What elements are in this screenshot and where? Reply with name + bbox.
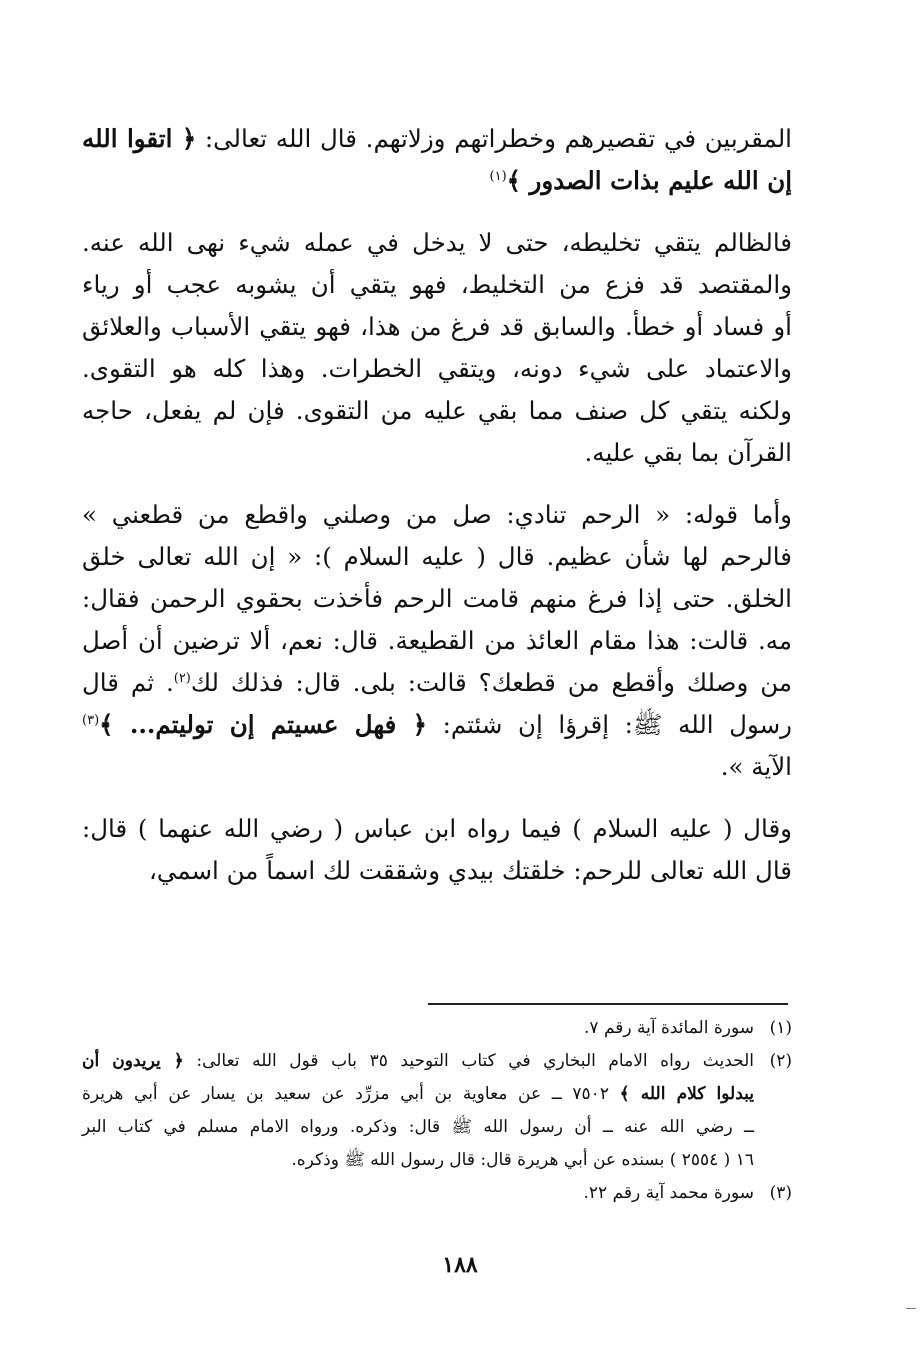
text-run: القرآن بما بقي عليه. bbox=[584, 438, 792, 467]
text-line bbox=[82, 808, 792, 850]
text-run: أو فساد أو خطأ. والسابق قد فرغ من هذا، فهو يتقي الأسباب والعلائق bbox=[82, 312, 792, 341]
text-line bbox=[82, 620, 792, 662]
text-run: سورة محمد آية رقم ٢٢. bbox=[583, 1183, 754, 1203]
paragraph bbox=[82, 118, 792, 202]
text-line bbox=[82, 306, 792, 348]
text-run: والمقتصد قد فزع من التخليط، فهو يتقي أن يشوبه عجب أو رياء bbox=[82, 270, 792, 299]
text-run: ــ رضي الله عنه ــ أن رسول الله ﷺ قال: وذكره. ورواه الامام مسلم في كتاب البر bbox=[82, 1117, 754, 1137]
footnotes bbox=[82, 1012, 792, 1210]
text-run: فالظالم يتقي تخليطه، حتى لا يدخل في عمله شيء نهى الله عنه. bbox=[82, 228, 792, 257]
footnote bbox=[82, 1012, 792, 1045]
text-run: مه. قالت: هذا مقام العائذ من القطيعة. قال: نعم، ألا ترضين أن أصل bbox=[82, 626, 792, 655]
footnote-divider bbox=[428, 1003, 788, 1005]
text-line bbox=[82, 704, 792, 746]
text-line bbox=[82, 264, 792, 306]
text-line bbox=[82, 222, 792, 264]
footnote-number: (١) bbox=[769, 1018, 792, 1038]
footnote-ref: (٣) bbox=[82, 712, 100, 728]
text-line bbox=[82, 662, 792, 704]
text-run: الحديث رواه الامام البخاري في كتاب التوحيد ٣٥ باب قول الله تعالى: bbox=[183, 1051, 755, 1071]
text-run: وقال ( عليه السلام ) فيما رواه ابن عباس ( رضي الله عنهما ) قال: bbox=[82, 814, 792, 843]
footnote-line bbox=[82, 1078, 754, 1111]
footnote-text bbox=[82, 1045, 754, 1177]
footnote-number: (٢) bbox=[769, 1051, 792, 1071]
text-run: من وصلك وأقطع من قطعك؟ قالت: بلى. قال: فذلك لك bbox=[190, 668, 792, 697]
text-line bbox=[82, 850, 792, 892]
text-run: وأما قوله: « الرحم تنادي: صل من وصلني واقطع من قطعني » bbox=[82, 500, 792, 529]
text-run: قال الله تعالى للرحم: خلقتك بيدي وشققت لك اسماً من اسمي، bbox=[149, 856, 792, 885]
footnote-line bbox=[82, 1144, 754, 1177]
scan-edge-mark bbox=[906, 1308, 916, 1309]
paragraph bbox=[82, 808, 792, 892]
text-run: فالرحم لها شأن عظيم. قال ( عليه السلام ): « إن الله تعالى خلق bbox=[82, 542, 792, 571]
text-line bbox=[82, 746, 792, 788]
text-run: الخلق. حتى إذا فرغ منهم قامت الرحم فأخذت بحقوي الرحمن فقال: bbox=[82, 584, 792, 613]
footnote bbox=[82, 1045, 792, 1177]
footnote-text bbox=[82, 1177, 754, 1210]
page-number: ١٨٨ bbox=[442, 1252, 478, 1278]
text-line bbox=[82, 390, 792, 432]
footnote-line bbox=[82, 1045, 754, 1078]
footnote-ref: (١) bbox=[489, 168, 507, 184]
quran-quote: إن الله عليم بذات الصدور ﴾ bbox=[506, 166, 792, 195]
footnote-ref: (٢) bbox=[173, 670, 191, 686]
text-line bbox=[82, 348, 792, 390]
main-text bbox=[82, 118, 792, 912]
text-line bbox=[82, 494, 792, 536]
text-run: ٧٥٠٢ ــ عن معاوية بن أبي مزرِّد عن سعيد بن يسار عن أبي هريرة bbox=[82, 1084, 620, 1104]
quran-quote: ﴿ اتقوا الله bbox=[82, 124, 197, 153]
text-run: ١٦ ( ٢٥٥٤ ) بسنده عن أبي هريرة قال: قال رسول الله ﷺ وذكره. bbox=[291, 1150, 754, 1170]
text-line bbox=[82, 536, 792, 578]
text-run: ولكنه يتقي كل صنف مما بقي عليه من التقوى. فإن لم يفعل، حاجه bbox=[82, 396, 792, 425]
footnote bbox=[82, 1177, 792, 1210]
footnote-number: (٣) bbox=[769, 1183, 792, 1203]
text-line bbox=[82, 578, 792, 620]
text-run: المقربين في تقصيرهم وخطراتهم وزلاتهم. قال الله تعالى: bbox=[196, 124, 792, 153]
text-run: سورة المائدة آية رقم ٧. bbox=[584, 1018, 754, 1038]
text-line bbox=[82, 160, 792, 202]
text-run: الآية ». bbox=[720, 752, 792, 781]
quran-quote: ﴿ يريدون أن bbox=[82, 1051, 184, 1071]
footnote-line bbox=[82, 1177, 754, 1210]
text-line bbox=[82, 118, 792, 160]
footnote-text bbox=[82, 1012, 754, 1045]
paragraph bbox=[82, 222, 792, 474]
paragraph bbox=[82, 494, 792, 788]
text-run: رسول الله ﷺ: إقرؤا إن شئتم: bbox=[427, 710, 792, 739]
footnote-line bbox=[82, 1111, 754, 1144]
quran-quote: ﴿ فهل عسيتم إن توليتم... ﴾ bbox=[99, 710, 427, 739]
text-run: والاعتماد على شيء دونه، ويتقي الخطرات. وهذا كله هو التقوى. bbox=[82, 354, 792, 383]
footnote-line bbox=[82, 1012, 754, 1045]
text-run: . ثم قال bbox=[82, 668, 174, 697]
quran-quote: يبدلوا كلام الله ﴾ bbox=[619, 1084, 755, 1104]
text-line bbox=[82, 432, 792, 474]
